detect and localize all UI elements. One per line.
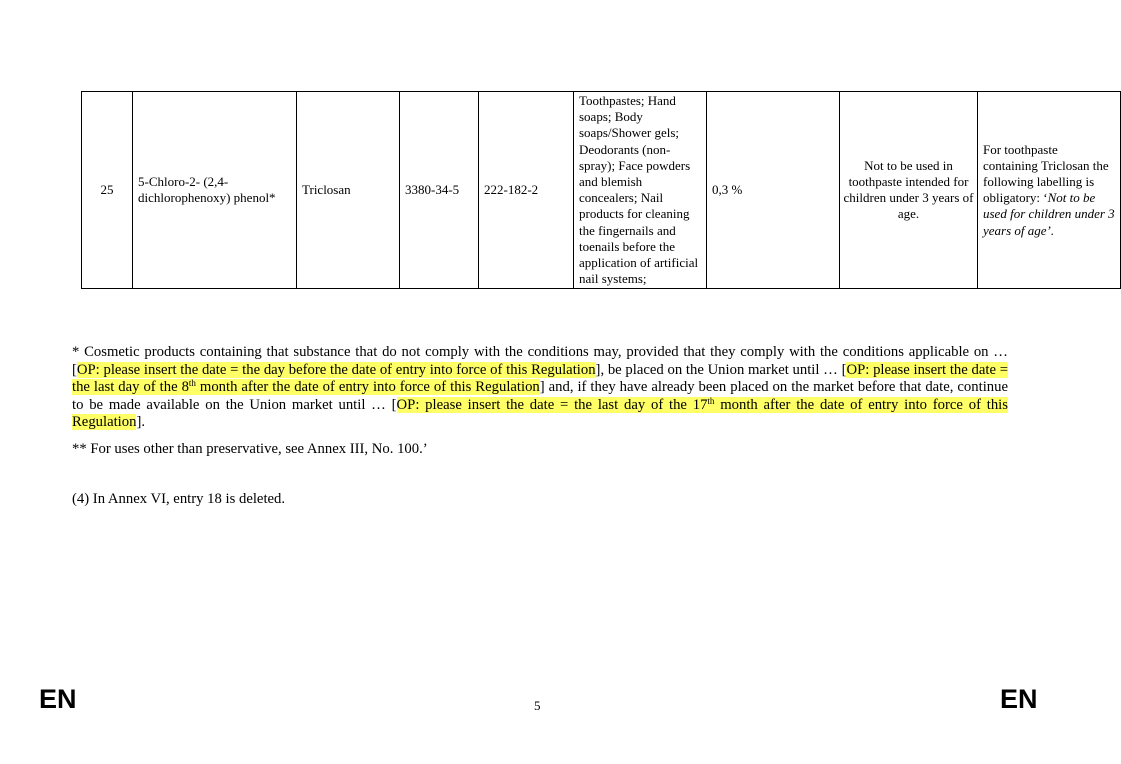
warning-italic-text: Not to be used for children under 3 years of age (983, 190, 1115, 238)
highlight-text: month after the date of entry into force of this Regulation (195, 379, 540, 396)
table-row (82, 92, 1121, 289)
language-marker-right: EN (1000, 684, 1038, 714)
note-text: ]. (136, 414, 146, 431)
highlight-text: OP: please insert the date = the last day of the 8 (72, 361, 1008, 396)
language-marker-left: EN (39, 684, 77, 714)
inn-name-cell: Triclosan (297, 92, 400, 289)
ordinal-superscript: th (188, 378, 196, 389)
highlight-text: month after the date of entry into force of this Regulation (72, 396, 1008, 431)
warning-closing-text: ’. (1046, 222, 1055, 238)
other-conditions-cell: Not to be used in toothpaste intended for children under 3 years of age. (840, 92, 978, 289)
amendment-paragraph: (4) In Annex VI, entry 18 is deleted. (72, 491, 286, 507)
note-text: * Cosmetic products containing that substance that do not comply with the conditions may, provided that they comply with the conditions applicable on … [ (72, 344, 1008, 378)
product-type-cell: Toothpastes; Hand soaps; Body soaps/Shower gels; Deodorants (non-spray); Face powders and blemish concealers; Nail products for cleaning the fingernails and toenails before the application of artificial nail systems; (574, 92, 707, 289)
footnote-other-uses: ** For uses other than preservative, see Annex III, No. 100.’ (72, 441, 428, 457)
warning-text: For toothpaste containing Triclosan the following labelling is obligatory: ‘ (983, 141, 1109, 206)
chemical-name-cell: 5-Chloro-2- (2,4-dichlorophenoxy) phenol* (133, 92, 297, 289)
op-placeholder-highlight: OP: please insert the date = the day before the date of entry into force of this Regulation (76, 361, 596, 378)
highlight-text: OP: please insert the date = the last day of the 17 (396, 396, 708, 413)
cas-number-cell: 3380-34-5 (400, 92, 479, 289)
max-concentration-cell: 0,3 % (707, 92, 840, 289)
warnings-cell (978, 92, 1121, 289)
note-text: ] and, if they have already been placed on the market before that date, continue to be made available on the Union market until … [ (72, 379, 1008, 413)
footnote-transitional-provision (72, 344, 1008, 432)
annex-entry-table (81, 91, 1121, 289)
ec-number-cell: 222-182-2 (479, 92, 574, 289)
ordinal-superscript: th (707, 395, 715, 406)
note-text: ], be placed on the Union market until … [ (595, 361, 847, 378)
reference-number-cell: 25 (82, 92, 133, 289)
page-number: 5 (534, 698, 541, 713)
